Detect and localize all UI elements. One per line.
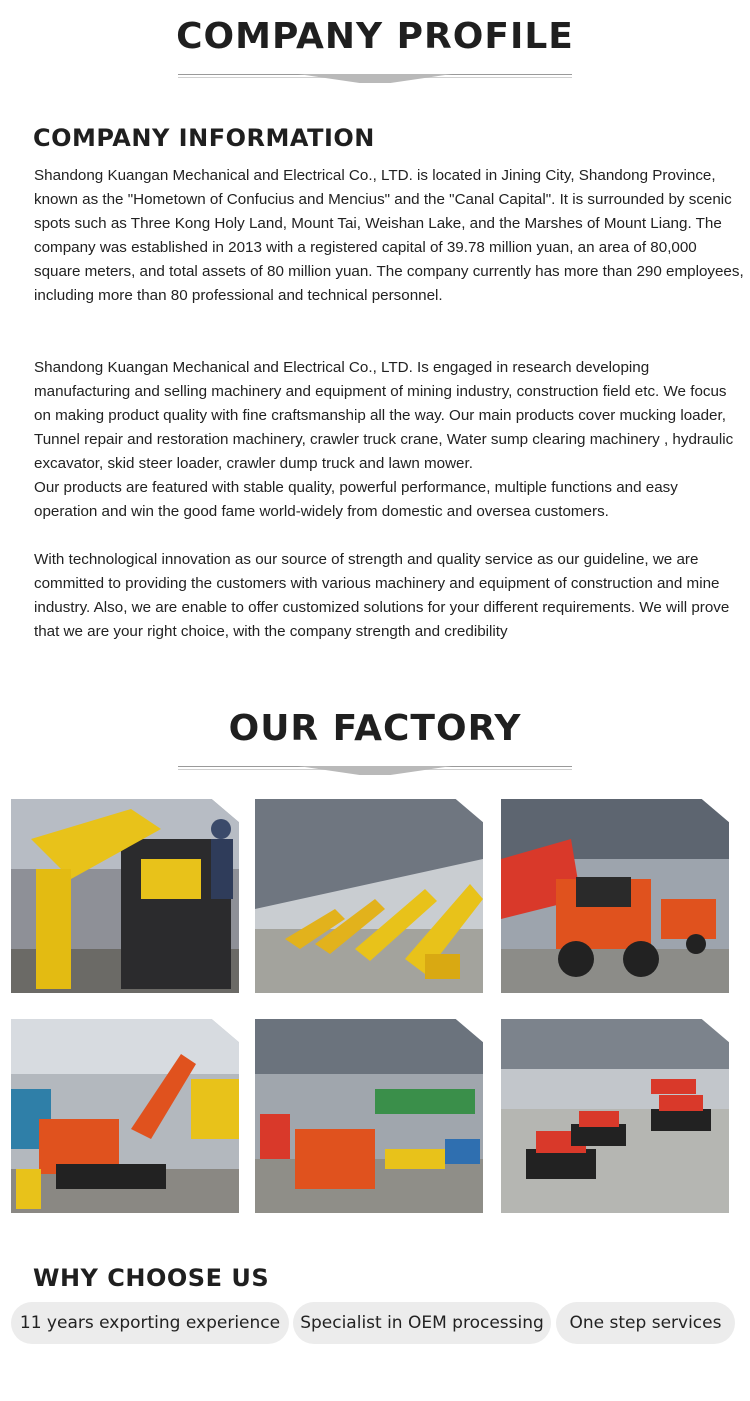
factory-photo-crawler-mowers — [501, 1019, 729, 1213]
company-information-title: COMPANY INFORMATION — [33, 124, 375, 152]
factory-photo-workshop-machines — [255, 1019, 483, 1213]
info-paragraph-1: Shandong Kuangan Mechanical and Electrical Co., LTD. is located in Jining City, Shandong Province, known as the "Hometown of Confucius and Mencius" and the "Canal Capital". It is surrounded by scenic spots such as Three Kong Holy Land, Mount Tai, Weishan Lake, and the Marshes of Mount Liang. The company was established in 2013 with a registered capital of 39.78 million yuan, an area of 80,000 square meters, and total assets of 80 million yuan. The company currently has more than 290 employees, including more than 80 professional and technical personnel. — [34, 167, 744, 304]
factory-divider — [178, 763, 572, 775]
why-item-one-step-services: One step services — [556, 1302, 735, 1344]
why-choose-us-title: WHY CHOOSE US — [33, 1264, 270, 1292]
why-item-oem-processing: Specialist in OEM processing — [293, 1302, 551, 1344]
info-paragraph-4: With technological innovation as our source of strength and quality service as our guideline, we are committed to providing the customers with various machinery and equipment of construction and mine industry. Also, we are enable to offer customized solutions for your different requirements. We will prove that we are your right choice, with the company strength and credibility — [34, 551, 730, 640]
factory-photo-dump-truck — [501, 799, 729, 993]
factory-photo-excavator-row — [255, 799, 483, 993]
factory-photo-mini-excavator — [11, 1019, 239, 1213]
profile-divider — [178, 71, 572, 83]
factory-photo-yellow-loader — [11, 799, 239, 993]
our-factory-title: OUR FACTORY — [228, 708, 522, 749]
info-paragraph-2: Shandong Kuangan Mechanical and Electrical Co., LTD. Is engaged in research developing manufacturing and selling machinery and equipment of mining industry, construction field etc. We focus on making product quality with fine craftsmanship all the way. Our main products cover mucking loader, Tunnel repair and restoration machinery, crawler truck crane, Water sump clearing machinery , hydraulic excavator, skid steer loader, crawler dump truck and lawn mower. — [34, 359, 734, 472]
info-paragraph-3: Our products are featured with stable quality, powerful performance, multiple functions and easy operation and win the good fame world-widely from domestic and oversea customers. — [34, 479, 678, 520]
why-item-exporting-experience: 11 years exporting experience — [11, 1302, 289, 1344]
company-profile-title: COMPANY PROFILE — [176, 16, 574, 57]
